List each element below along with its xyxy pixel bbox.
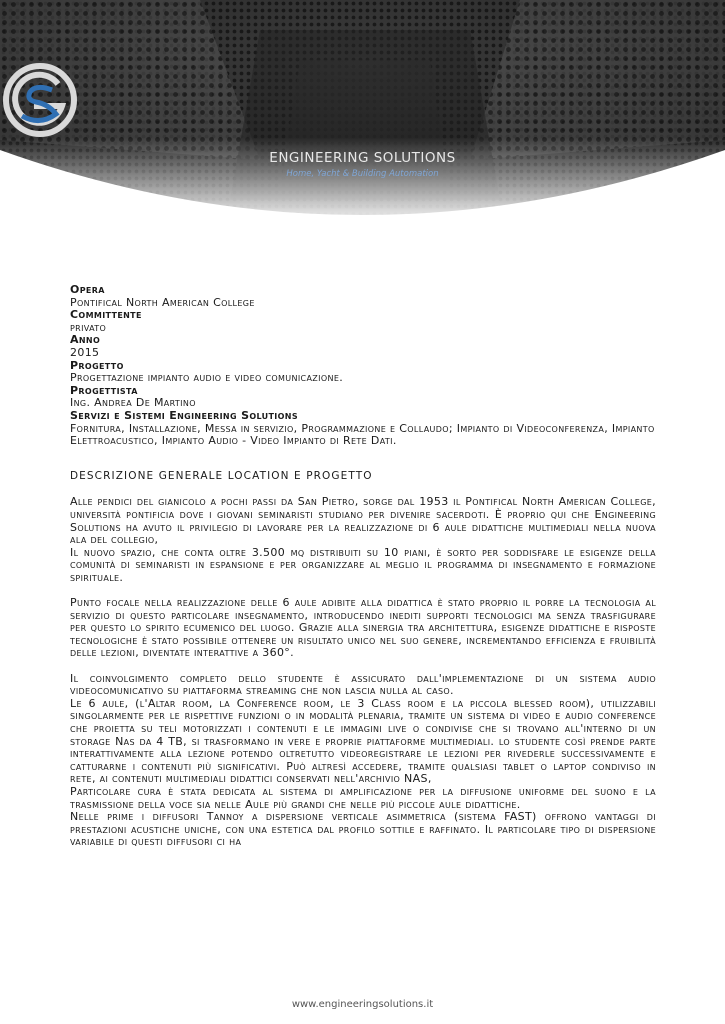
es-logo-icon — [0, 60, 80, 140]
brand-name: ENGINEERING SOLUTIONS — [269, 150, 456, 166]
footer-url[interactable]: www.engineeringsolutions.it — [291, 999, 434, 1010]
field-value-progetto: Progettazione impianto audio e video comunicazione. — [70, 371, 344, 385]
paragraph: Punto focale nella realizzazione delle 6 aule adibite alla didattica è stato proprio il porre la tecnologia al servizio di questo particolare insegnamento, introducendo inediti supporti tecnologici ma senza trasfigurare per questo lo spirito ecumenico del luogo. Grazie alla sinergia tra architettura, esigenze didattiche e risposte tecnologiche è stato possibile ottenere un risultato unico nel suo genere, incrementando efficienza e fruibilità delle lezioni, diventate interattive a 360°. — [70, 596, 656, 660]
document-body — [70, 284, 656, 849]
field-label-committente: Committente — [70, 308, 142, 322]
paragraph: Alle pendici del gianicolo a pochi passi da San Pietro, sorge dal 1953 il Pontifical North American College, università pontificia dove i giovani seminaristi studiano per divenire sacerdoti. È proprio qui che Engineering Solutions ha avuto il privilegio di lavorare per la realizzazione di 6 aule didattiche multimediali nella nuova ala del collegio, — [70, 495, 656, 547]
field-label-progettista: Progettista — [70, 383, 138, 397]
paragraph: Il coinvolgimento completo dello studente è assicurato dall'implementazione di un sistema audio videocomunicativo su piattaforma streaming che non lascia nulla al caso. — [70, 671, 656, 698]
paragraph: Il nuovo spazio, che conta oltre 3.500 mq distribuiti su 10 piani, è sorto per soddisfare le esigenze della comunità di seminaristi in espansione e per organizzare al meglio il programma di insegnamento e formazione spirituale. — [70, 545, 656, 584]
field-label-servizi: Servizi e Sistemi Engineering Solutions — [70, 408, 298, 422]
field-value-progettista: Ing. Andrea De Martino — [70, 396, 196, 410]
field-label-anno: Anno — [70, 333, 101, 347]
paragraph: Particolare cura è stata dedicata al sistema di amplificazione per la diffusione uniforme del suono e la trasmissione della voce sia nelle Aule più grandi che nelle più piccole aule didattiche. — [70, 784, 656, 811]
field-value-servizi: Fornitura, Installazione, Messa in servizio, Programmazione e Collaudo; Impianto di Videoconferenza, Impianto Elettroacustico, Impianto Audio - Video Impianto di Rete Dati. — [70, 421, 655, 448]
field-value-committente: privato — [70, 320, 107, 334]
paragraph: Le 6 aule, (l'Altar room, la Conference room, le 3 Class room e la piccola blessed room), utilizzabili singolarmente per le rispettive funzioni o in modalità plenaria, tramite un sistema di video e audio conference che proietta su teli motorizzati i contenuti e le immagini live o condivise che si trovano all'interno di un storage Nas da 4 TB, si trasformano in vere e proprie piattaforme multimediali. lo studente così prende parte interattivamente alla lezione potendo oltretutto videoregistrare le lezioni per rivederle successivamente e catturarne i contenuti più significativi. Può altresì accedere, tramite qualsiasi tablet o laptop condiviso in rete, ai contenuti multimediali didattici conservati nell'archivio NAS, — [70, 696, 656, 786]
field-value-opera: Pontifical North American College — [70, 295, 255, 309]
brand-tagline: Home, Yacht & Building Automation — [286, 169, 439, 179]
company-logo — [0, 60, 725, 140]
field-value-anno: 2015 — [70, 345, 100, 359]
field-label-opera: Opera — [70, 283, 105, 296]
description — [70, 496, 656, 849]
header-banner — [0, 0, 725, 250]
paragraph: Nelle prime i diffusori Tannoy a dispersione verticale asimmetrica (sistema FAST) offrono vantaggi di prestazioni acustiche uniche, con una estetica dal profilo sottile e raffinato. Il particolare tipo di dispersione variabile di questi diffusori ci ha — [70, 810, 656, 849]
project-info — [70, 284, 656, 448]
section-title: DESCRIZIONE GENERALE LOCATION E PROGETTO — [70, 469, 373, 482]
paragraph-gap — [70, 660, 656, 673]
field-label-progetto: Progetto — [70, 358, 124, 372]
